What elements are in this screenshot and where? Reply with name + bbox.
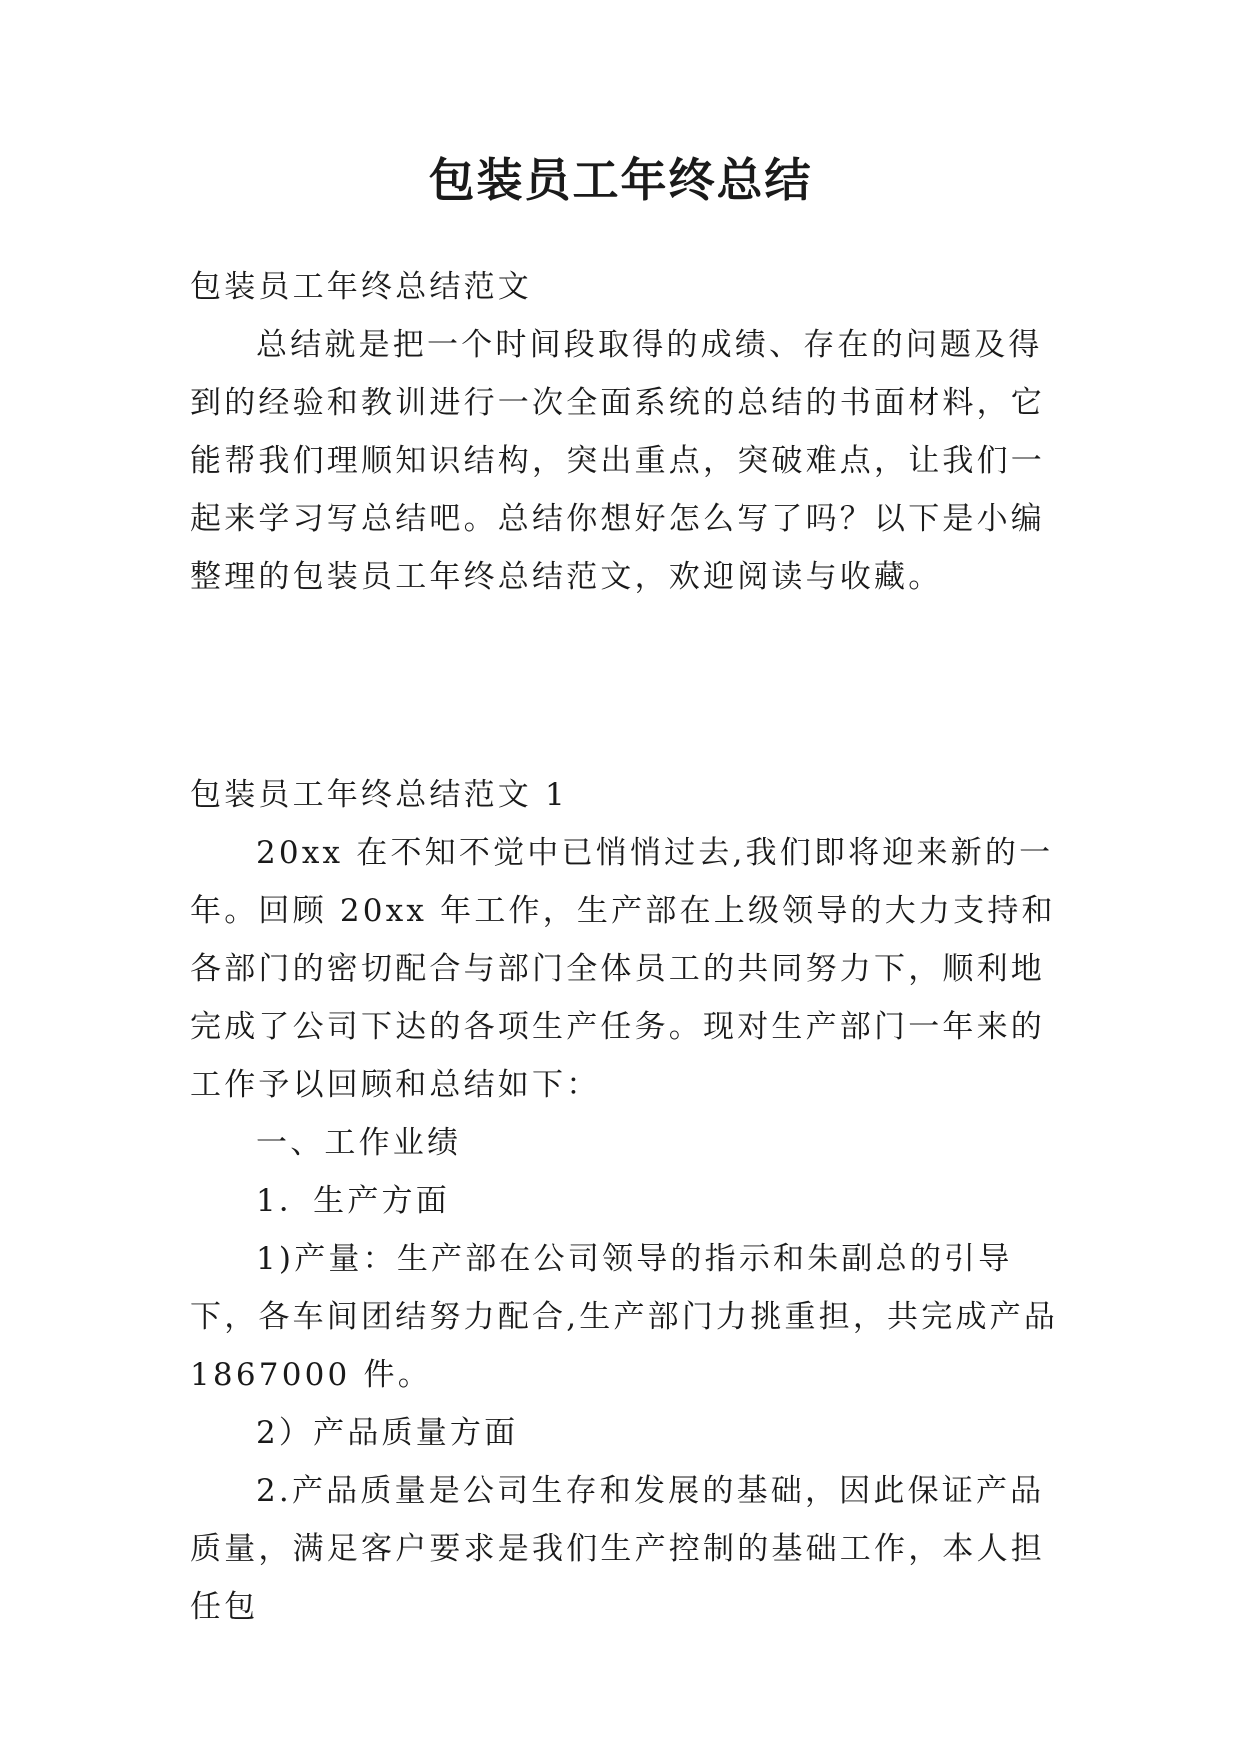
section-heading-intro: 包装员工年终总结范文 [190,269,532,305]
section-heading-sample-1: 包装员工年终总结范文 1 [190,777,568,813]
intro-paragraph: 总结就是把一个时间段取得的成绩、存在的问题及得到的经验和教训进行一次全面系统的总结的书面材料，它能帮我们理顺知识结构，突出重点，突破难点，让我们一起来学习写总结吧。总结你想好怎么写了吗？以下是小编整理的包装员工年终总结范文，欢迎阅读与收藏。 [190,327,1045,595]
document-body [190,258,1060,1636]
list-item-performance: 一、工作业绩 [256,1125,462,1161]
document-title: 包装员工年终总结 [428,153,813,207]
list-item-quality-heading: 2）产品质量方面 [256,1415,519,1451]
sample-1-paragraph: 20xx 在不知不觉中已悄悄过去,我们即将迎来新的一年。回顾 20xx 年工作，生产部在上级领导的大力支持和各部门的密切配合与部门全体员工的共同努力下，顺利地完成了公司下达的各项生产任务。现对生产部门一年来的工作予以回顾和总结如下： [190,835,1056,1103]
list-item-output: 1)产量：生产部在公司领导的指示和朱副总的引导下，各车间团结努力配合,生产部门力挑重担，共完成产品 1867000 件。 [190,1241,1059,1393]
list-item-production: 1．生产方面 [256,1183,450,1219]
section-spacer [190,606,1060,766]
list-item-quality-text: 2.产品质量是公司生存和发展的基础，因此保证产品质量，满足客户要求是我们生产控制的基础工作，本人担任包 [190,1473,1045,1625]
